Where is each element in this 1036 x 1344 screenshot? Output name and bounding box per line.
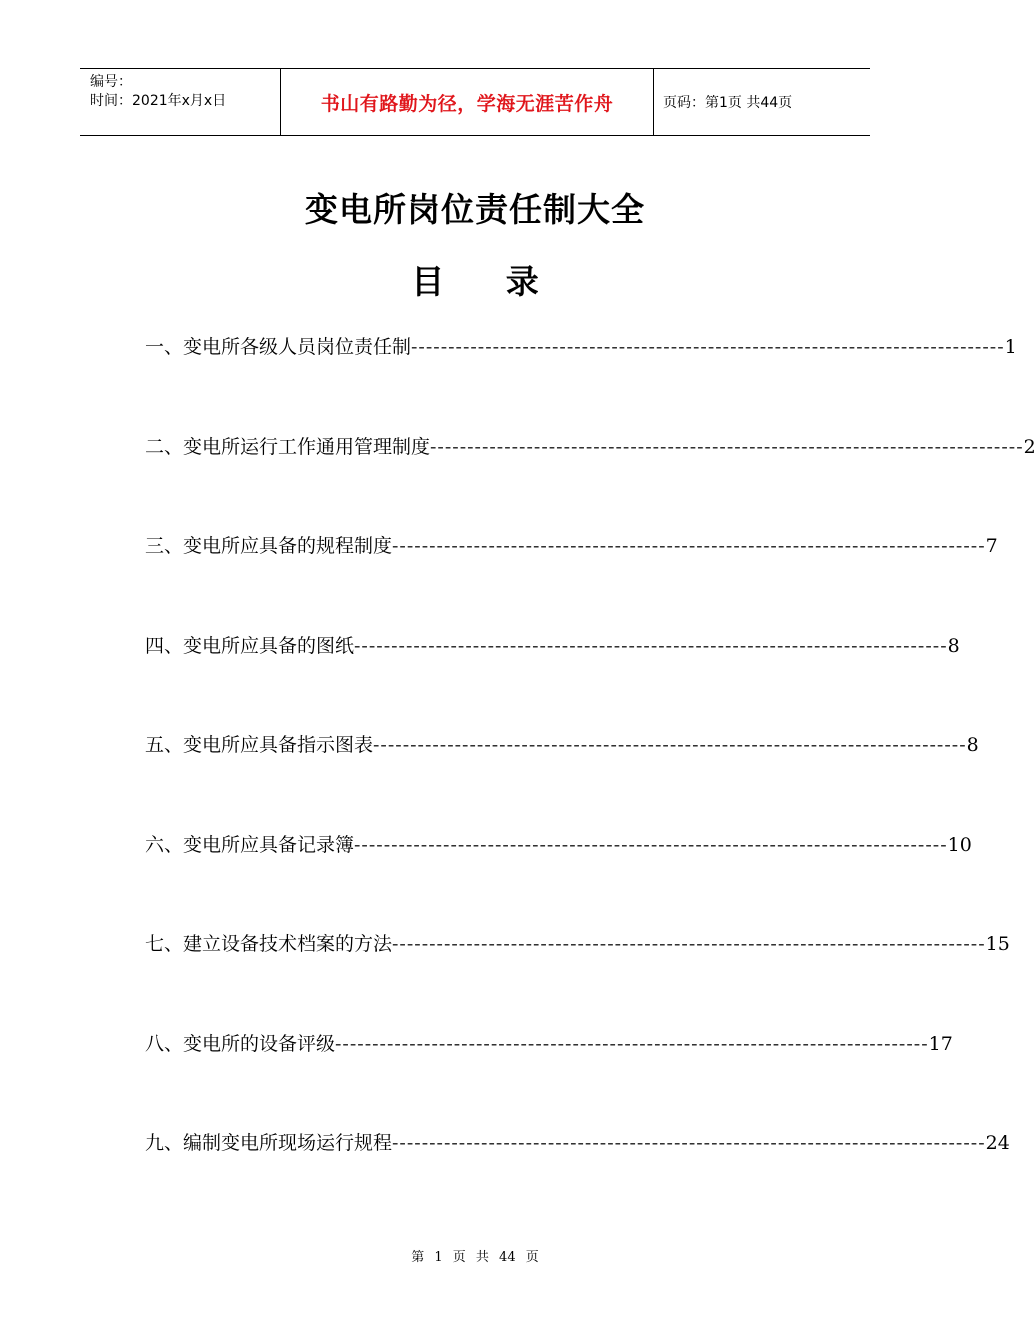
toc-item-page: 2 [1023,435,1036,458]
toc-item-page: 24 [985,1132,1010,1154]
toc-item-page: 1 [1004,336,1017,358]
toc-item[interactable] [145,529,998,629]
toc-item-label: 三、变电所应具备的规程制度 [145,535,393,557]
toc-item-label: 二、变电所运行工作通用管理制度 [145,435,431,458]
toc-item-page: 15 [985,933,1010,955]
number-label: 编号： [90,74,132,90]
time-label: 时间：2021年x月x日 [90,93,227,109]
toc-leader-dashes: -------------------------------------------------------------------------------- [392,1132,986,1154]
document-title: 变电所岗位责任制大全 [305,190,645,229]
toc-leader-dashes: -------------------------------------------------------------------------------- [335,1032,929,1055]
toc-item-label: 一、变电所各级人员岗位责任制 [145,336,412,358]
toc-item-label: 四、变电所应具备的图纸 [145,634,355,657]
toc-item-page: 10 [947,833,972,856]
toc-item-label: 七、建立设备技术档案的方法 [145,933,393,955]
toc-item[interactable] [145,1126,1010,1226]
header-meta-cell [80,69,281,135]
toc-item[interactable] [145,629,960,729]
toc-item[interactable] [145,828,972,928]
page-footer: 第 1 页 共 44 页 [411,1250,539,1265]
table-of-contents [145,330,1036,1226]
toc-item-page: 7 [985,535,998,557]
toc-item-label: 九、编制变电所现场运行规程 [145,1132,393,1154]
toc-leader-dashes: -------------------------------------------------------------------------------- [392,933,986,955]
header-motto: 书山有路勤为径，学海无涯苦作舟 [281,69,654,135]
toc-item-page: 17 [928,1032,953,1055]
toc-item-page: 8 [947,634,960,657]
toc-item[interactable] [145,927,1010,1027]
toc-item-page: 8 [966,734,979,756]
toc-leader-dashes: -------------------------------------------------------------------------------- [411,336,1005,358]
toc-leader-dashes: -------------------------------------------------------------------------------- [354,833,948,856]
toc-item-label: 八、变电所的设备评级 [145,1032,336,1055]
header-page-info: 页码：第1页 共44页 [663,95,793,111]
toc-item-label: 六、变电所应具备记录簿 [145,833,355,856]
toc-item[interactable] [145,1027,953,1127]
toc-item[interactable] [145,728,979,828]
toc-heading: 目 录 [411,262,539,301]
toc-item-label: 五、变电所应具备指示图表 [145,734,374,756]
header-table [80,68,870,136]
toc-leader-dashes: -------------------------------------------------------------------------------- [354,634,948,657]
toc-leader-dashes: -------------------------------------------------------------------------------- [392,535,986,557]
toc-item[interactable] [145,330,1017,430]
toc-leader-dashes: -------------------------------------------------------------------------------- [373,734,967,756]
toc-item[interactable] [145,430,1036,530]
toc-leader-dashes: -------------------------------------------------------------------------------- [430,435,1024,458]
